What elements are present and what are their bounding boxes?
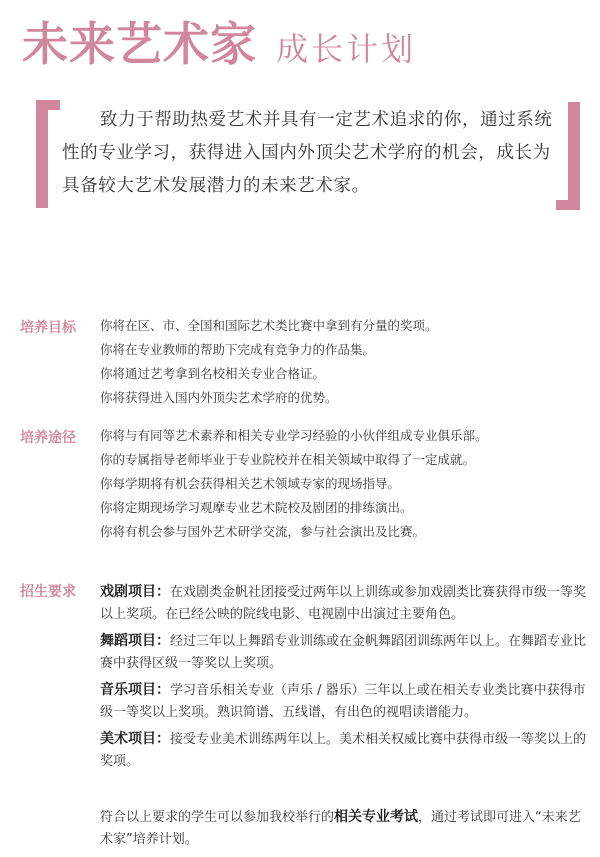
goals-section xyxy=(20,317,590,417)
page-subtitle: 成长计划 xyxy=(276,30,417,68)
requirement-title: 戏剧项目： xyxy=(100,584,170,600)
requirements-list xyxy=(100,581,590,777)
requirement-title: 舞蹈项目： xyxy=(100,633,170,649)
page-title: 未来艺术家 xyxy=(22,17,257,71)
intro-block xyxy=(38,100,558,208)
footer-bold: 相关专业考试 xyxy=(334,809,419,825)
list-item: 你将与有同等艺术素养和相关专业学习经验的小伙伴组成专业俱乐部。 xyxy=(100,428,488,443)
list-item: 你将定期现场学习观摩专业艺术院校及剧团的排练演出。 xyxy=(100,500,413,515)
right-bracket-decoration xyxy=(568,102,580,210)
requirements-label: 招生要求 xyxy=(20,584,76,600)
requirement-text: 经过三年以上舞蹈专业训练或在金帆舞蹈团训练两年以上。在舞蹈专业比赛中获得区级一等奖以上奖项。 xyxy=(100,634,587,671)
requirement-dance xyxy=(100,630,590,675)
header xyxy=(22,8,417,71)
requirements-section xyxy=(20,581,590,781)
requirement-text: 接受专业美术训练两年以上。美术相关权威比赛中获得市级一等奖以上的奖项。 xyxy=(100,732,587,769)
requirement-text: 在戏剧类金帆社团接受过两年以上训练或参加戏剧类比赛获得市级一等奖以上奖项。在已经公映的院线电影、电视剧中出演过主要角色。 xyxy=(100,585,587,622)
list-item: 你将有机会参与国外艺术研学交流，参与社会演出及比赛。 xyxy=(100,524,426,539)
footer-text-before: 符合以上要求的学生可以参加我校举行的 xyxy=(100,810,335,825)
goals-label: 培养目标 xyxy=(20,320,76,336)
list-item: 你将获得进入国内外顶尖艺术学府的优势。 xyxy=(100,390,338,405)
paths-section xyxy=(20,427,590,552)
intro-text: 致力于帮助热爱艺术并具有一定艺术追求的你，通过系统性的专业学习，获得进入国内外顶尖艺术学府的机会，成长为具备较大艺术发展潜力的未来艺术家。 xyxy=(62,110,553,196)
requirement-art xyxy=(100,728,590,773)
paths-list xyxy=(100,427,590,547)
list-item: 你每学期将有机会获得相关艺术领域专家的现场指导。 xyxy=(100,476,401,491)
left-bracket-top-decoration xyxy=(36,100,60,110)
paths-label: 培养途径 xyxy=(20,430,76,446)
left-bracket-decoration xyxy=(36,100,48,208)
requirement-music xyxy=(100,679,590,724)
footer-note xyxy=(100,806,590,851)
requirement-text: 学习音乐相关专业（声乐 / 器乐）三年以上或在相关专业类比赛中获得市级一等奖以上奖项。熟识简谱、五线谱，有出色的视唱读谱能力。 xyxy=(100,683,586,720)
requirement-drama xyxy=(100,581,590,626)
list-item: 你将在专业教师的帮助下完成有竞争力的作品集。 xyxy=(100,342,376,357)
requirement-title: 美术项目： xyxy=(100,731,170,747)
list-item: 你将通过艺考拿到名校相关专业合格证。 xyxy=(100,366,326,381)
requirement-title: 音乐项目： xyxy=(100,682,170,698)
list-item: 你的专属指导老师毕业于专业院校并在相关领域中取得了一定成就。 xyxy=(100,452,476,467)
goals-list xyxy=(100,317,590,413)
footer-text-after: ，通过考试即可进入“未来艺术家”培养计划。 xyxy=(100,810,581,847)
list-item: 你将在区、市、全国和国际艺术类比赛中拿到有分量的奖项。 xyxy=(100,318,438,333)
